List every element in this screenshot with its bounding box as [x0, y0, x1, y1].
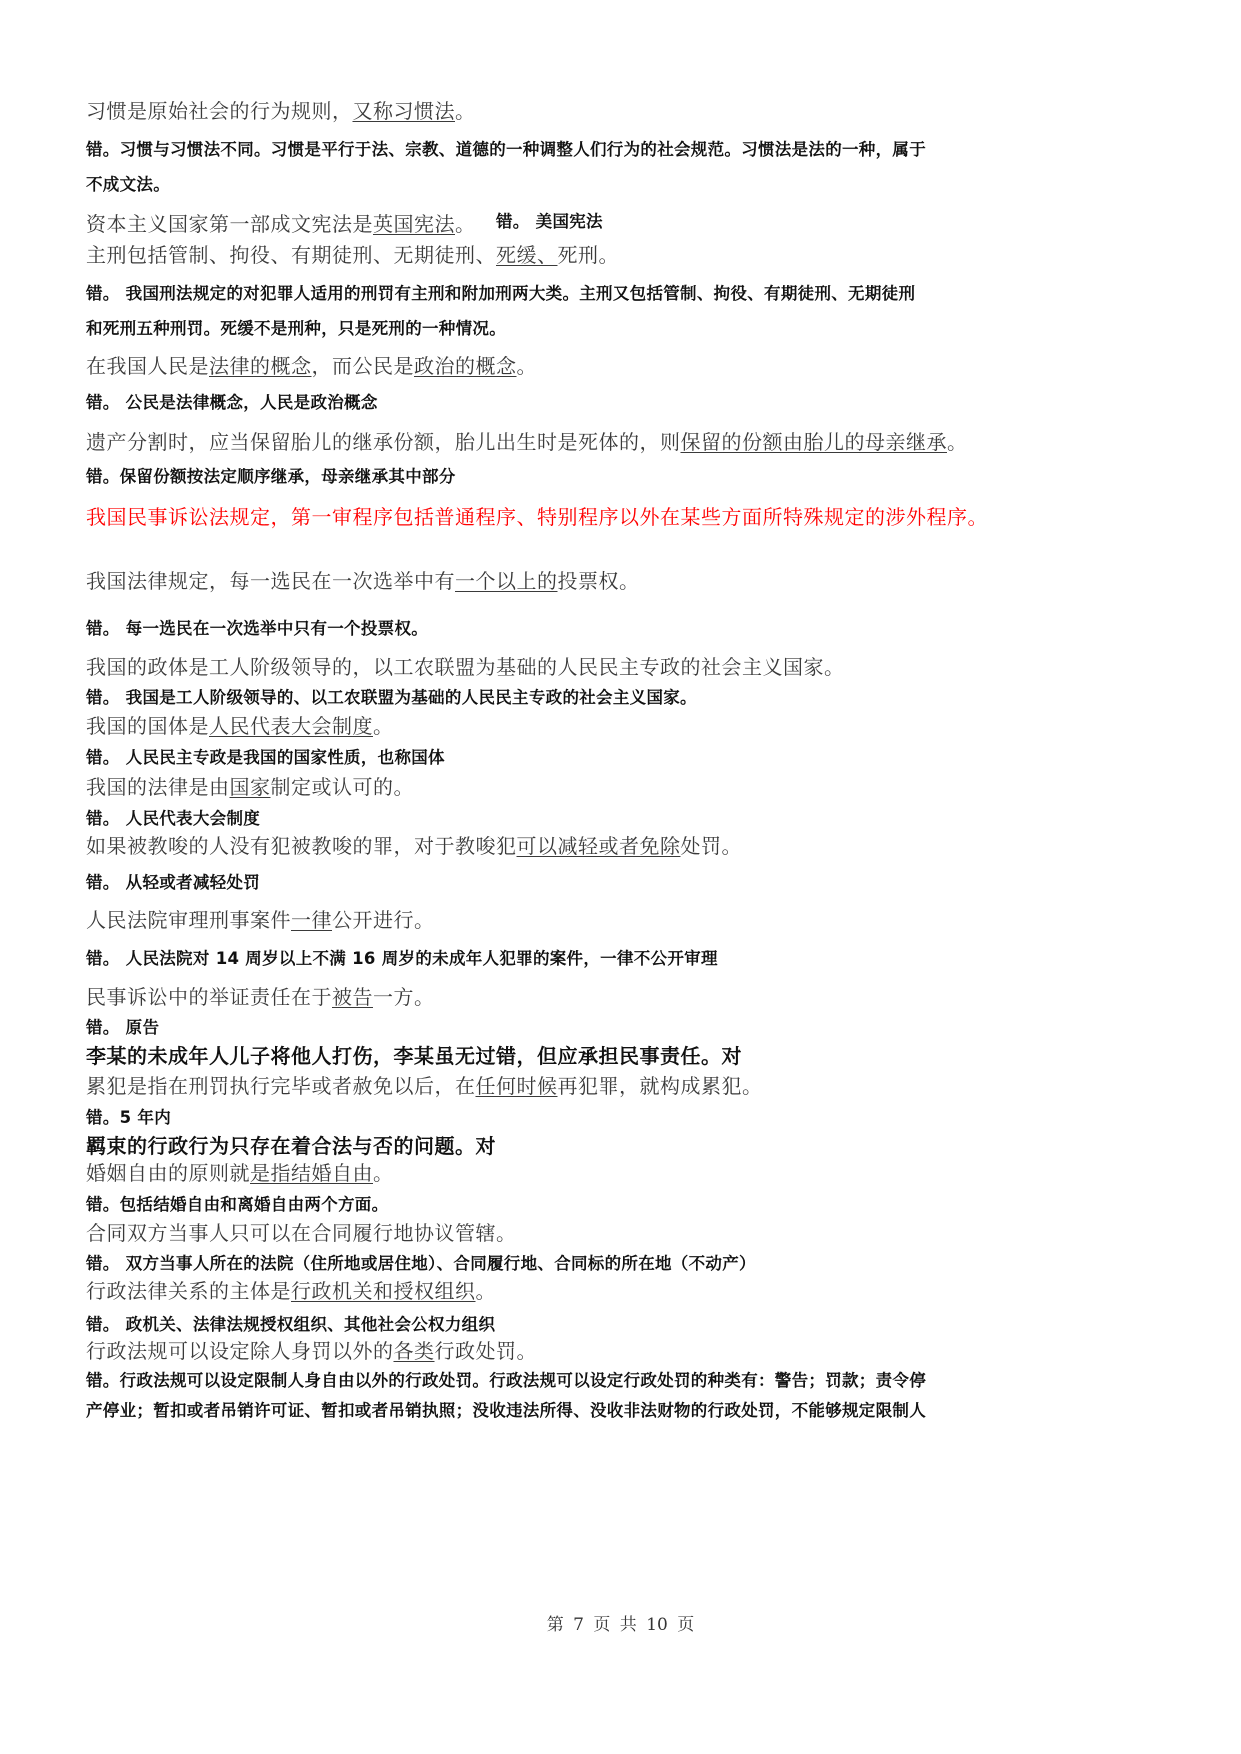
text-segment: 合同双方当事人只可以在合同履行地协议管辖。 [86, 1221, 517, 1245]
text-segment: 。 [516, 354, 537, 378]
text-segment: ，而公民是 [311, 354, 414, 378]
text-segment: 错。 人民代表大会制度 [86, 809, 261, 828]
question-line [86, 657, 845, 677]
question-line [86, 507, 988, 527]
text-segment: 。 [475, 1279, 496, 1303]
text-segment: 错。保留份额按法定顺序继承，母亲继承其中部分 [86, 467, 456, 486]
text-segment: 累犯是指在刑罚执行完毕或者赦免以后，在 [86, 1074, 476, 1098]
answer-line [86, 469, 456, 486]
text-segment: 我国的国体是 [86, 714, 209, 738]
answer-line [86, 177, 170, 194]
answer-line [86, 690, 697, 707]
answer-line [86, 621, 428, 638]
underlined-text: 是指结婚自由 [250, 1161, 373, 1185]
question-line [86, 777, 414, 797]
question-line [86, 716, 394, 736]
underlined-text: 法律的概念 [209, 354, 312, 378]
underlined-text: 行政机关和授权组织 [291, 1279, 476, 1303]
text-segment: 不成文法。 [86, 175, 170, 194]
question-line [86, 1281, 496, 1301]
text-segment: 在我国人民是 [86, 354, 209, 378]
underlined-text: 政治的概念 [414, 354, 517, 378]
question-line [86, 1163, 394, 1183]
question-line [86, 1341, 537, 1361]
question-line [86, 356, 537, 376]
question-line [86, 836, 742, 856]
text-segment: 我国的法律是由 [86, 775, 230, 799]
text-segment: 一方。 [373, 985, 435, 1009]
text-segment: 人民法院审理刑事案件 [86, 908, 291, 932]
text-segment: 错。5 年内 [86, 1108, 172, 1127]
text-segment: 行政法律关系的主体是 [86, 1279, 291, 1303]
text-segment: 错。 从轻或者减轻处罚 [86, 873, 261, 892]
text-segment: 。 [373, 1161, 394, 1185]
text-segment: 错。 人民民主专政是我国的国家性质，也称国体 [86, 748, 445, 767]
text-segment: 错。 原告 [86, 1018, 160, 1037]
answer-line [86, 286, 915, 303]
underlined-text: 一律 [291, 908, 332, 932]
text-segment: 资本主义国家第一部成文宪法是 [86, 212, 373, 236]
question-line [86, 1136, 496, 1156]
underlined-text: 一个以上的 [455, 569, 558, 593]
text-segment: 行政处罚。 [434, 1339, 537, 1363]
answer-line [86, 142, 926, 159]
text-segment: 制定或认可的。 [270, 775, 414, 799]
question-line [86, 432, 968, 452]
text-segment: 错。 政机关、法律法规授权组织、其他社会公权力组织 [86, 1315, 496, 1334]
text-segment: 再犯罪，就构成累犯。 [557, 1074, 763, 1098]
question-line [86, 214, 476, 234]
underlined-text: 各类 [393, 1339, 435, 1363]
answer-line [86, 1256, 756, 1273]
text-segment: 如果被教唆的人没有犯被教唆的罪，对于教唆犯 [86, 834, 517, 858]
underlined-text: 死缓、 [496, 243, 558, 267]
text-segment: 主刑包括管制、拘役、有期徒刑、无期徒刑、 [86, 243, 496, 267]
text-segment: 我国民事诉讼法规定，第一审程序包括普通程序、特别程序以外在某些方面所特殊规定的涉外程序。 [86, 505, 988, 529]
document-page [86, 0, 1156, 1754]
underlined-text: 国家 [229, 775, 271, 799]
text-segment: 处罚。 [680, 834, 742, 858]
answer-line [86, 875, 260, 892]
text-segment: 错。习惯与习惯法不同。习惯是平行于法、宗教、道德的一种调整人们行为的社会规范。习惯法是法的一种，属于 [86, 140, 926, 159]
text-segment: 产停业；暂扣或者吊销许可证、暂扣或者吊销执照；没收违法所得、没收非法财物的行政处罚，不能够规定限制人 [86, 1401, 926, 1420]
text-segment: 民事诉讼中的举证责任在于 [86, 985, 332, 1009]
question-line [86, 1076, 763, 1096]
text-segment: 我国的政体是工人阶级领导的，以工农联盟为基础的人民民主专政的社会主义国家。 [86, 655, 845, 679]
answer-line [86, 1197, 388, 1214]
answer-line [86, 1403, 926, 1420]
text-segment: 死刑。 [557, 243, 619, 267]
text-segment: 公开进行。 [332, 908, 435, 932]
underlined-text: 人民代表大会制度 [209, 714, 373, 738]
question-line [86, 1223, 517, 1243]
answer-line [86, 1020, 159, 1037]
text-segment: 。 [455, 212, 476, 236]
text-segment: 羁束的行政行为只存在着合法与否的问题。对 [86, 1134, 496, 1158]
question-line [86, 987, 435, 1007]
answer-line [86, 951, 718, 968]
answer-line [86, 750, 445, 767]
text-segment: 。 [947, 430, 968, 454]
answer-line [496, 214, 603, 231]
question-line [86, 245, 619, 265]
text-segment: 投票权。 [557, 569, 640, 593]
text-segment: 遗产分割时，应当保留胎儿的继承份额，胎儿出生时是死体的，则 [86, 430, 681, 454]
underlined-text: 可以减轻或者免除 [516, 834, 681, 858]
answer-line [86, 395, 378, 412]
text-segment: 错。 双方当事人所在的法院（住所地或居住地）、合同履行地、合同标的所在地（不动产） [86, 1254, 756, 1273]
answer-line [86, 811, 260, 828]
text-segment: 习惯是原始社会的行为规则， [86, 99, 353, 123]
question-line [86, 101, 476, 121]
text-segment: 错。 我国是工人阶级领导的、以工农联盟为基础的人民民主专政的社会主义国家。 [86, 688, 697, 707]
question-line [86, 910, 435, 930]
underlined-text: 被告 [332, 985, 373, 1009]
answer-line [86, 1373, 926, 1390]
text-segment: 我国法律规定，每一选民在一次选举中有 [86, 569, 455, 593]
text-segment: 和死刑五种刑罚。死缓不是刑种，只是死刑的一种情况。 [86, 319, 506, 338]
answer-line [86, 1110, 171, 1127]
underlined-text: 又称习惯法 [352, 99, 455, 123]
underlined-text: 任何时候 [475, 1074, 558, 1098]
text-segment: 婚姻自由的原则就 [86, 1161, 250, 1185]
page-footer: 第 7 页 共 10 页 [546, 1615, 695, 1635]
text-segment: 行政法规可以设定除人身罚以外的 [86, 1339, 394, 1363]
text-segment: 。 [373, 714, 394, 738]
text-segment: 。 [455, 99, 476, 123]
text-segment: 错。包括结婚自由和离婚自由两个方面。 [86, 1195, 389, 1214]
text-segment: 错。 美国宪法 [496, 212, 603, 231]
text-segment: 错。 公民是法律概念，人民是政治概念 [86, 393, 378, 412]
question-line [86, 1046, 742, 1066]
question-line [86, 571, 640, 591]
answer-line [86, 321, 506, 338]
text-segment: 错。 我国刑法规定的对犯罪人适用的刑罚有主刑和附加刑两大类。主刑又包括管制、拘役、有期徒刑、无期徒刑 [86, 284, 916, 303]
text-segment: 李某的未成年人儿子将他人打伤，李某虽无过错，但应承担民事责任。对 [86, 1044, 742, 1068]
underlined-text: 保留的份额由胎儿的母亲继承 [680, 430, 947, 454]
text-segment: 错。 每一选民在一次选举中只有一个投票权。 [86, 619, 429, 638]
text-segment: 错。行政法规可以设定限制人身自由以外的行政处罚。行政法规可以设定行政处罚的种类有：警告；罚款；责令停 [86, 1371, 926, 1390]
underlined-text: 英国宪法 [373, 212, 455, 236]
text-segment: 错。 人民法院对 14 周岁以上不满 16 周岁的未成年人犯罪的案件，一律不公开审理 [86, 949, 718, 968]
answer-line [86, 1317, 495, 1334]
